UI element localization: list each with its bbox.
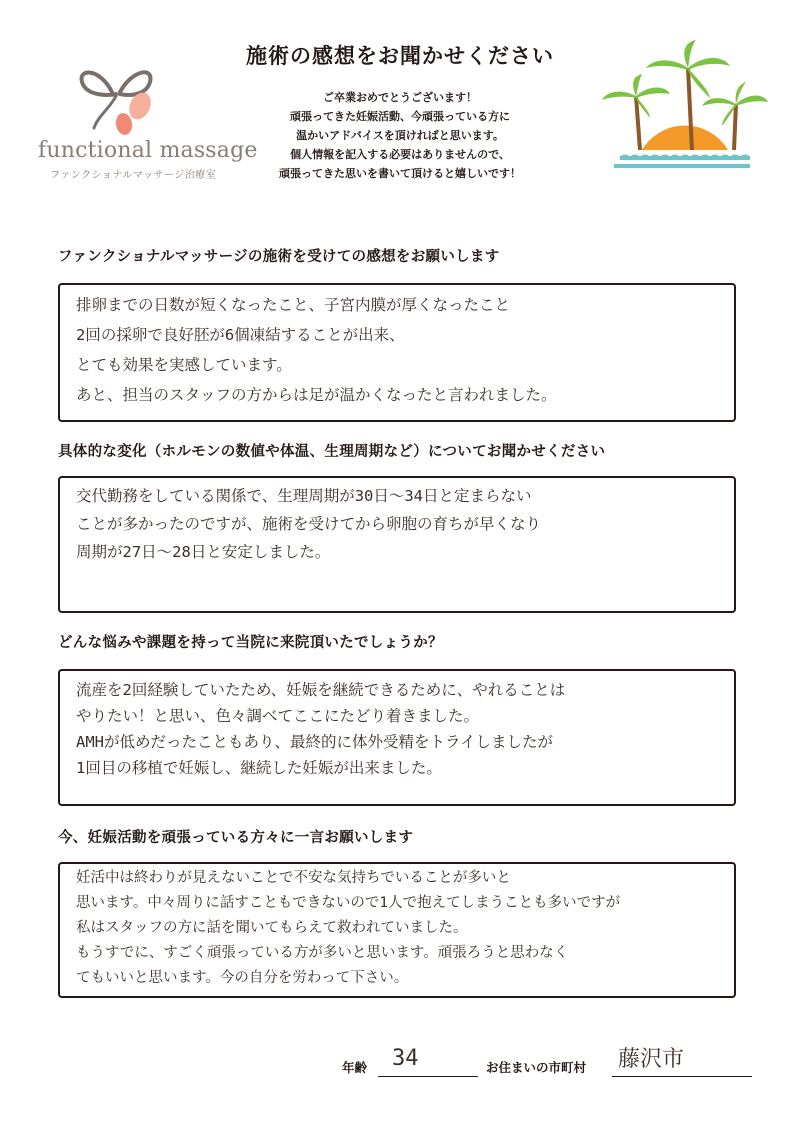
answer-line: 思います。中々周りに話すこともできないので1人で抱えてしまうことも多いですが xyxy=(76,895,621,911)
answer-line: 2回の採卵で良好胚が6個凍結することが出来、 xyxy=(76,326,405,344)
age-label: 年齢 xyxy=(342,1060,368,1075)
answer-line: あと、担当のスタッフの方からは足が温かくなったと言われました。 xyxy=(76,386,557,404)
answer-line: 排卵までの日数が短くなったこと、子宮内膜が厚くなったこと xyxy=(76,296,511,314)
intro-line: 個人情報を記入する必要はありませんので、 xyxy=(290,148,510,161)
answer-line: 私はスタッフの方に話を聞いてもらえて救われていました。 xyxy=(76,920,468,936)
intro-line: 頑張ってきた妊娠活動、今頑張っている方に xyxy=(290,110,510,123)
question-heading: ファンクショナルマッサージの施術を受けての感想をお願いします xyxy=(58,249,500,265)
city-label: お住まいの市町村 xyxy=(486,1060,587,1075)
city-underline xyxy=(612,1076,752,1077)
question-heading: どんな悩みや課題を持って当院に来院頂いたでしょうか？ xyxy=(58,635,443,651)
intro-text xyxy=(250,88,550,183)
answer-line: 妊活中は終わりが見えないことで不安な気持ちでいることが多いと xyxy=(76,870,511,886)
butterfly-logo-icon xyxy=(70,62,180,138)
answer-text xyxy=(76,866,726,991)
intro-line: 頑張ってきた思いを書いて頂けると嬉しいです！ xyxy=(279,167,521,180)
answer-line: 周期が27日～28日と安定しました。 xyxy=(76,543,331,561)
answer-line: もうすでに、すごく頑張っている方が多いと思います。頑張ろうと思わなく xyxy=(76,945,569,961)
answer-text xyxy=(76,677,726,781)
palm-tree-sunset-icon xyxy=(600,38,770,173)
answer-line: とても効果を実感しています。 xyxy=(76,356,292,374)
answer-line: 交代勤務をしている関係で、生理周期が30日～34日と定まらない xyxy=(76,487,532,505)
answer-text xyxy=(76,290,726,410)
age-underline xyxy=(378,1076,478,1077)
answer-line: 流産を2回経験していたため、妊娠を継続できるために、やれることは xyxy=(76,681,566,699)
logo-name: functional massage xyxy=(38,138,258,163)
answer-line: 1回目の移植で妊娠し、継続した妊娠が出来ました。 xyxy=(76,759,442,777)
answer-line: てもいいと思います。今の自分を労わって下さい。 xyxy=(76,970,409,986)
page-title: 施術の感想をお聞かせください xyxy=(246,44,554,68)
intro-line: 温かいアドバイスを頂ければと思います。 xyxy=(296,129,504,142)
city-value: 藤沢市 xyxy=(618,1047,685,1072)
answer-line: AMHが低めだったこともあり、最終的に体外受精をトライしましたが xyxy=(76,733,554,751)
answer-line: やりたい！と思い、色々調べてここにたどり着きました。 xyxy=(76,707,480,725)
age-value: 34 xyxy=(392,1046,419,1071)
logo-subtitle: ファンクショナルマッサージ治療室 xyxy=(50,170,217,181)
answer-line: ことが多かったのですが、施術を受けてから卵胞の育ちが早くなり xyxy=(76,515,542,533)
intro-line: ご卒業おめでとうございます！ xyxy=(323,91,477,104)
question-heading: 今、妊娠活動を頑張っている方々に一言お願いします xyxy=(58,830,414,846)
answer-text xyxy=(76,482,726,566)
question-heading: 具体的な変化（ホルモンの数値や体温、生理周期など）についてお聞かせください xyxy=(58,444,606,460)
